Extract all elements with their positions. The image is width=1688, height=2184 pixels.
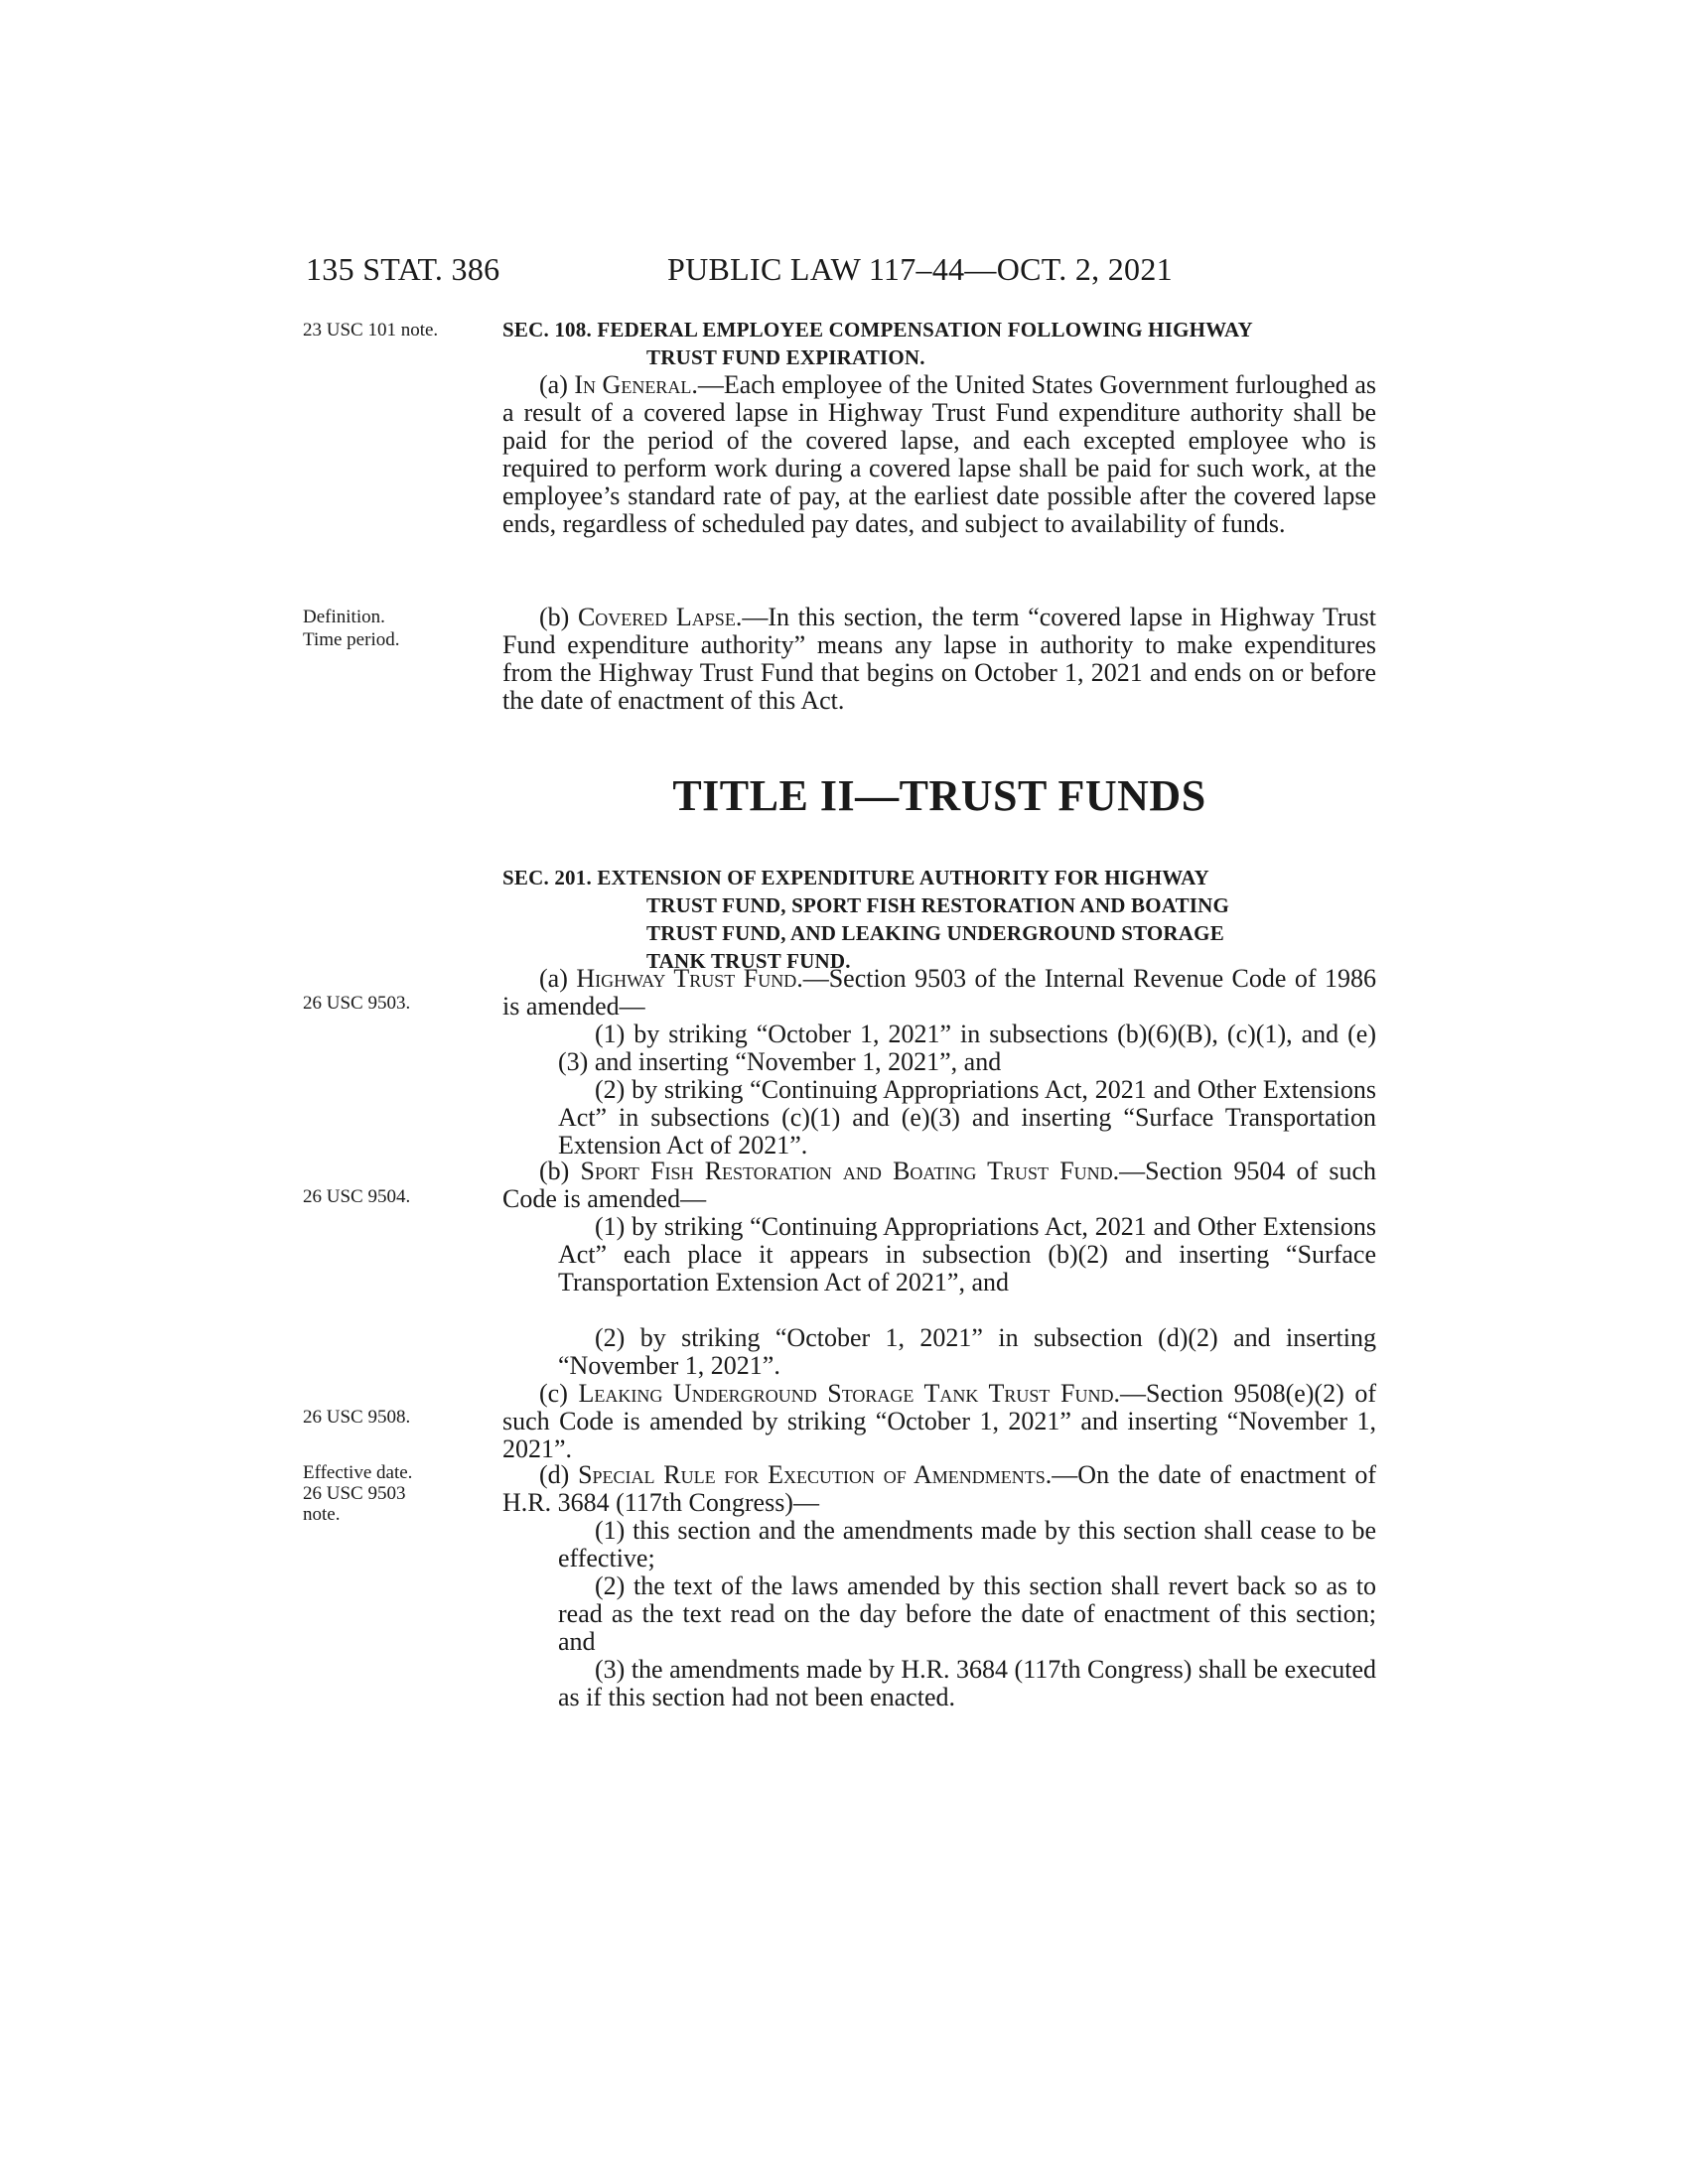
page-reference: 135 STAT. 386	[306, 251, 500, 287]
margin-note-26usc9504: 26 USC 9504.	[303, 1186, 411, 1207]
margin-note-note: note.	[303, 1504, 341, 1525]
margin-note-definition: Definition.	[303, 607, 385, 627]
section-201-subsection-d: (d) Special Rule for Execution of Amendments.—On the date of enactment of H.R. 3684 (117th Congress)—	[502, 1460, 1376, 1517]
margin-note-time-period: Time period.	[303, 629, 400, 650]
margin-note-23usc101: 23 USC 101 note.	[303, 320, 439, 341]
section-201-subsection-a: (a) Highway Trust Fund.—Section 9503 of the Internal Revenue Code of 1986 is amended—	[502, 964, 1376, 1021]
section-201-d-paragraph-2: (2) the text of the laws amended by this section shall revert back so as to read as the text read on the day before the date of enactment of this section; and	[558, 1571, 1376, 1656]
title-heading: TITLE II—TRUST FUNDS	[672, 771, 1206, 820]
section-201-d-paragraph-3: (3) the amendments made by H.R. 3684 (117th Congress) shall be executed as if this section had not been enacted.	[558, 1655, 1376, 1711]
margin-note-26usc9503-note: 26 USC 9503	[303, 1483, 406, 1504]
margin-note-26usc9508: 26 USC 9508.	[303, 1407, 411, 1428]
section-201-d-paragraph-1: (1) this section and the amendments made by this section shall cease to be effective;	[558, 1516, 1376, 1572]
law-reference: PUBLIC LAW 117–44—OCT. 2, 2021	[667, 251, 1173, 287]
margin-note-effective-date: Effective date.	[303, 1462, 413, 1483]
section-108-subsection-a: (a) In General.—Each employee of the United States Government furloughed as a result of a covered lapse in Highway Trust Fund expenditure authority shall be paid for the period of the covered lapse, and each excepted employee who is required to perform work during a covered lapse shall be paid for such work, at the employee’s standard rate of pay, at the earliest date possible after the covered lapse ends, regardless of scheduled pay dates, and subject to availability of funds.	[502, 370, 1376, 538]
section-108-heading: SEC. 108. FEDERAL EMPLOYEE COMPENSATION FOLLOWING HIGHWAY TRUST FUND EXPIRATION.	[502, 318, 1253, 369]
section-201-a-paragraph-2: (2) by striking “Continuing Appropriations Act, 2021 and Other Extensions Act” in subsections (c)(1) and (e)(3) and inserting “Surface Transportation Extension Act of 2021”.	[558, 1075, 1376, 1160]
section-201-subsection-c: (c) Leaking Underground Storage Tank Trust Fund.—Section 9508(e)(2) of such Code is amended by striking “October 1, 2021” and inserting “November 1, 2021”.	[502, 1379, 1376, 1463]
section-201-heading: SEC. 201. EXTENSION OF EXPENDITURE AUTHORITY FOR HIGHWAY TRUST FUND, SPORT FISH RESTORATION AND BOATING TRUST FUND, AND LEAKING UNDERGROUND STORAGE TANK TRUST FUND.	[502, 866, 1230, 973]
section-201-b-paragraph-1: (1) by striking “Continuing Appropriations Act, 2021 and Other Extensions Act” each place it appears in subsection (b)(2) and inserting “Surface Transportation Extension Act of 2021”, and	[558, 1212, 1376, 1297]
section-201-subsection-b: (b) Sport Fish Restoration and Boating Trust Fund.—Section 9504 of such Code is amended—	[502, 1157, 1376, 1213]
margin-note-26usc9503: 26 USC 9503.	[303, 993, 411, 1014]
section-108-subsection-b: (b) Covered Lapse.—In this section, the term “covered lapse in Highway Trust Fund expenditure authority” means any lapse in authority to make expenditures from the Highway Trust Fund that begins on October 1, 2021 and ends on or before the date of enactment of this Act.	[502, 603, 1376, 715]
section-201-a-paragraph-1: (1) by striking “October 1, 2021” in subsections (b)(6)(B), (c)(1), and (e)(3) and inserting “November 1, 2021”, and	[558, 1020, 1376, 1076]
section-201-b-paragraph-2: (2) by striking “October 1, 2021” in subsection (d)(2) and inserting “November 1, 2021”.	[558, 1323, 1376, 1380]
